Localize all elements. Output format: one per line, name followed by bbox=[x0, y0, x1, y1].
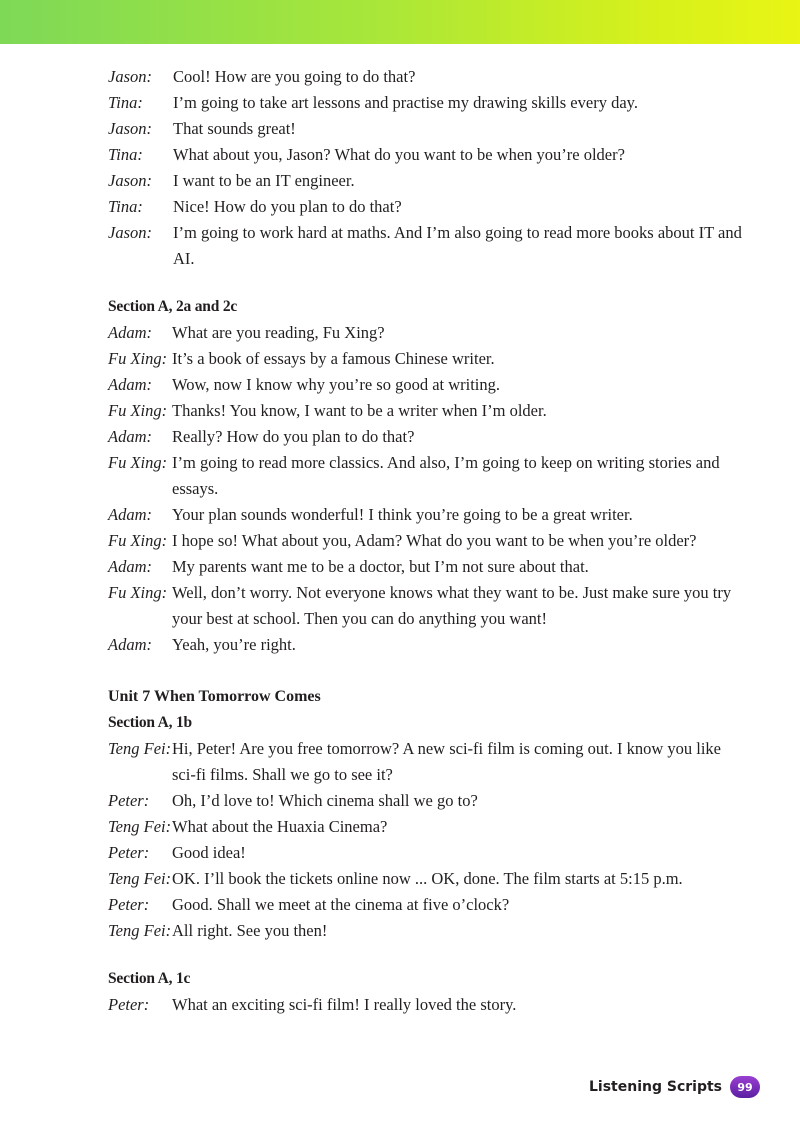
speaker-name: Fu Xing: bbox=[108, 349, 168, 368]
dialogue-line bbox=[108, 64, 748, 90]
dialogue-line bbox=[108, 528, 748, 554]
dialogue-text: Oh, I’d love to! Which cinema shall we go to? bbox=[172, 791, 478, 810]
dialogue-line bbox=[108, 814, 748, 840]
speaker-name: Jason: bbox=[108, 119, 152, 138]
dialogue-line bbox=[108, 918, 748, 944]
speaker-name: Adam: bbox=[108, 505, 152, 524]
dialogue-tengfei-peter bbox=[108, 736, 748, 944]
dialogue-text: All right. See you then! bbox=[172, 921, 328, 940]
dialogue-adam-fuxing bbox=[108, 320, 748, 658]
dialogue-text: What about the Huaxia Cinema? bbox=[172, 817, 388, 836]
dialogue-text: It’s a book of essays by a famous Chinese writer. bbox=[172, 349, 495, 368]
dialogue-line bbox=[108, 116, 748, 142]
dialogue-line bbox=[108, 168, 748, 194]
page-footer bbox=[589, 1076, 760, 1098]
dialogue-line bbox=[108, 840, 748, 866]
speaker-name: Jason: bbox=[108, 67, 152, 86]
dialogue-text: Well, don’t worry. Not everyone knows what they want to be. Just make sure you try your best at school. Then you can do anything you want! bbox=[172, 583, 732, 628]
dialogue-text: Thanks! You know, I want to be a writer when I’m older. bbox=[172, 401, 547, 420]
dialogue-text: Cool! How are you going to do that? bbox=[173, 67, 416, 86]
dialogue-line bbox=[108, 502, 748, 528]
dialogue-line bbox=[108, 90, 748, 116]
dialogue-text: What are you reading, Fu Xing? bbox=[172, 323, 385, 342]
dialogue-text: My parents want me to be a doctor, but I’m not sure about that. bbox=[172, 557, 589, 576]
dialogue-text: OK. I’ll book the tickets online now ... OK, done. The film starts at 5:15 p.m. bbox=[172, 869, 683, 888]
dialogue-line bbox=[108, 320, 748, 346]
dialogue-line bbox=[108, 450, 748, 502]
speaker-name: Adam: bbox=[108, 323, 152, 342]
section-heading: Section A, 2a and 2c bbox=[108, 298, 238, 315]
speaker-name: Fu Xing: bbox=[108, 453, 168, 472]
footer-section-label: Listening Scripts bbox=[589, 1079, 722, 1095]
speaker-name: Fu Xing: bbox=[108, 531, 168, 550]
dialogue-line bbox=[108, 736, 748, 788]
dialogue-text: Wow, now I know why you’re so good at writing. bbox=[172, 375, 501, 394]
dialogue-line bbox=[108, 866, 748, 892]
speaker-name: Peter: bbox=[108, 843, 150, 862]
dialogue-line bbox=[108, 632, 748, 658]
dialogue-line bbox=[108, 580, 748, 632]
speaker-name: Peter: bbox=[108, 995, 150, 1014]
dialogue-jason-tina bbox=[108, 64, 748, 272]
dialogue-line bbox=[108, 194, 748, 220]
dialogue-line bbox=[108, 372, 748, 398]
speaker-name: Teng Fei: bbox=[108, 817, 172, 836]
speaker-name: Teng Fei: bbox=[108, 869, 172, 888]
dialogue-text: I’m going to read more classics. And also, I’m going to keep on writing stories and essays. bbox=[172, 453, 720, 498]
section-heading: Section A, 1b bbox=[108, 714, 192, 731]
dialogue-text: Really? How do you plan to do that? bbox=[172, 427, 415, 446]
dialogue-text: I hope so! What about you, Adam? What do you want to be when you’re older? bbox=[172, 531, 697, 550]
dialogue-text: Good idea! bbox=[172, 843, 246, 862]
dialogue-peter bbox=[108, 992, 748, 1018]
dialogue-text: Yeah, you’re right. bbox=[172, 635, 296, 654]
speaker-name: Jason: bbox=[108, 223, 152, 242]
speaker-name: Adam: bbox=[108, 427, 152, 446]
dialogue-text: Nice! How do you plan to do that? bbox=[173, 197, 402, 216]
dialogue-line bbox=[108, 788, 748, 814]
dialogue-text: That sounds great! bbox=[173, 119, 296, 138]
speaker-name: Fu Xing: bbox=[108, 583, 168, 602]
top-banner bbox=[0, 0, 800, 44]
speaker-name: Peter: bbox=[108, 791, 150, 810]
dialogue-line bbox=[108, 398, 748, 424]
dialogue-text: I’m going to take art lessons and practise my drawing skills every day. bbox=[173, 93, 638, 112]
speaker-name: Peter: bbox=[108, 895, 150, 914]
dialogue-text: Good. Shall we meet at the cinema at five o’clock? bbox=[172, 895, 510, 914]
dialogue-line bbox=[108, 424, 748, 450]
dialogue-text: What about you, Jason? What do you want to be when you’re older? bbox=[173, 145, 625, 164]
speaker-name: Tina: bbox=[108, 197, 143, 216]
speaker-name: Jason: bbox=[108, 171, 152, 190]
dialogue-line bbox=[108, 992, 748, 1018]
dialogue-line bbox=[108, 554, 748, 580]
page-number-badge: 99 bbox=[730, 1076, 760, 1098]
speaker-name: Tina: bbox=[108, 145, 143, 164]
dialogue-text: What an exciting sci-fi film! I really loved the story. bbox=[172, 995, 517, 1014]
listening-script-content bbox=[108, 64, 748, 1018]
dialogue-line bbox=[108, 220, 748, 272]
speaker-name: Teng Fei: bbox=[108, 739, 172, 758]
speaker-name: Adam: bbox=[108, 557, 152, 576]
dialogue-text: I want to be an IT engineer. bbox=[173, 171, 355, 190]
speaker-name: Adam: bbox=[108, 375, 152, 394]
speaker-name: Teng Fei: bbox=[108, 921, 172, 940]
dialogue-text: Your plan sounds wonderful! I think you’re going to be a great writer. bbox=[172, 505, 633, 524]
dialogue-line bbox=[108, 892, 748, 918]
dialogue-text: Hi, Peter! Are you free tomorrow? A new sci-fi film is coming out. I know you like sci-fi films. Shall we go to see it? bbox=[172, 739, 721, 784]
section-heading: Section A, 1c bbox=[108, 970, 191, 987]
dialogue-line bbox=[108, 142, 748, 168]
dialogue-text: I’m going to work hard at maths. And I’m also going to read more books about IT and AI. bbox=[173, 223, 742, 268]
dialogue-line bbox=[108, 346, 748, 372]
speaker-name: Fu Xing: bbox=[108, 401, 168, 420]
speaker-name: Tina: bbox=[108, 93, 143, 112]
unit-title: Unit 7 When Tomorrow Comes bbox=[108, 688, 321, 705]
speaker-name: Adam: bbox=[108, 635, 152, 654]
